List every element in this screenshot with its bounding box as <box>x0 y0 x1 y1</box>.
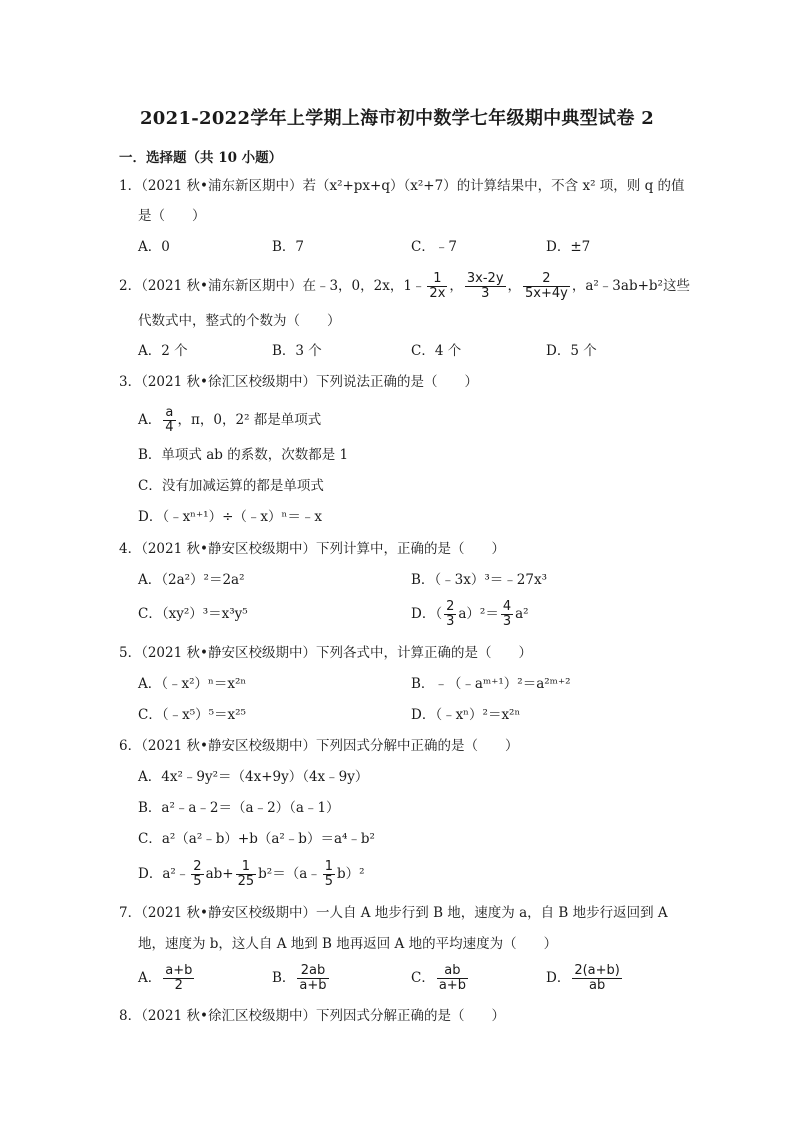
question-1-continuation: 是（ ） <box>138 208 206 224</box>
question-2-option-d: D．5 个 <box>546 343 597 359</box>
question-6-option-a: A．4x²﹣9y²＝（4x+9y）（4x﹣9y） <box>138 769 369 785</box>
question-7-fraction-a: $\frac{a+b}{2}$ <box>165 963 193 993</box>
page-title: 2021-2022学年上学期上海市初中数学七年级期中典型试卷 2 <box>139 108 655 129</box>
question-2-continuation: 代数式中，整式的个数为（ ） <box>138 313 341 329</box>
question-5-option-b: B．﹣（﹣aᵐ⁺¹）²＝a²ᵐ⁺² <box>411 676 571 692</box>
question-4-stem: 4．（2021 秋•静安区校级期中）下列计算中，正确的是（ ） <box>119 541 505 557</box>
question-4-option-c: C．（xy²）³＝x³y⁵ <box>138 606 248 622</box>
question-1-source: 1．（2021 秋•浦东新区期中）若 <box>119 178 316 194</box>
question-2-stem: 2．（2021 秋•浦东新区期中）在﹣3，0，2x，1﹣ $\frac{1}{2x}$ ， $\frac{3x-2y}{3}$ ， $\frac{2}{5x+4y}$ ，a²﹣3ab+b²这些 <box>119 271 690 301</box>
question-7-stem: 7．（2021 秋•静安区校级期中）一人自 A 地步行到 B 地，速度为 a，自 B 地步行返回到 A <box>119 905 668 921</box>
question-5-option-c: C．（﹣x⁵）⁵＝x²⁵ <box>138 707 246 723</box>
question-4-option-a: A．（2a²）²＝2a² <box>138 572 245 588</box>
question-2-option-b: B．3 个 <box>272 343 322 359</box>
question-1-option-b: B．7 <box>272 239 305 255</box>
question-2-fraction-2: $\frac{3x-2y}{3}$ <box>466 271 504 301</box>
question-8-stem: 8．（2021 秋•徐汇区校级期中）下列因式分解正确的是（ ） <box>119 1008 505 1024</box>
question-4-fraction-1: $\frac{2}{3}$ <box>446 599 455 629</box>
section-heading: 一．选择题（共 10 小题） <box>119 150 283 166</box>
question-6-fraction-1: $\frac{2}{5}$ <box>193 859 202 889</box>
question-3-option-b: B．单项式 ab 的系数，次数都是 1 <box>138 447 349 463</box>
question-6-option-c: C．a²（a²﹣b）+b（a²﹣b）＝a⁴﹣b² <box>138 831 375 847</box>
question-1-text: 的计算结果中，不含 x² 项，则 q 的值 <box>456 178 685 194</box>
question-2-fraction-1: $\frac{1}{2x}$ <box>429 271 446 301</box>
question-4-option-b: B．（﹣3x）³＝﹣27x³ <box>411 572 547 588</box>
question-7-option-c: C． $\frac{ab}{a+b}$ <box>411 963 466 993</box>
question-1-expression: （x²+px+q）（x²+7） <box>315 178 457 194</box>
question-6-option-b: B．a²﹣a﹣2＝（a﹣2）（a﹣1） <box>138 800 340 816</box>
question-6-fraction-3: $\frac{1}{5}$ <box>324 859 334 889</box>
question-7-fraction-d: $\frac{2(a+b)}{ab}$ <box>574 963 620 993</box>
question-3-option-a: A． $\frac{a}{4}$ ，π，0，2² 都是单项式 <box>138 405 322 435</box>
question-1-option-a: A．0 <box>138 239 170 255</box>
question-6-fraction-2: $\frac{1}{25}$ <box>237 859 255 889</box>
question-5-stem: 5．（2021 秋•静安区校级期中）下列各式中，计算正确的是（ ） <box>119 645 532 661</box>
question-7-fraction-b: $\frac{2ab}{a+b}$ <box>299 963 327 993</box>
question-1-option-d: D．±7 <box>546 239 591 255</box>
question-7-option-b: B． $\frac{2ab}{a+b}$ <box>272 963 327 993</box>
question-3-stem: 3．（2021 秋•徐汇区校级期中）下列说法正确的是（ ） <box>119 374 478 390</box>
question-7-option-d: D． $\frac{2(a+b)}{ab}$ <box>546 963 620 993</box>
question-7-fraction-c: $\frac{ab}{a+b}$ <box>438 963 466 993</box>
question-3-option-d: D．（﹣xⁿ⁺¹）÷（﹣x）ⁿ＝﹣x <box>138 509 322 525</box>
question-3-fraction: $\frac{a}{4}$ <box>165 405 174 435</box>
question-6-stem: 6．（2021 秋•静安区校级期中）下列因式分解中正确的是（ ） <box>119 738 519 754</box>
question-2-tail: ，a²﹣3ab+b²这些 <box>571 278 690 294</box>
question-7-option-a: A． $\frac{a+b}{2}$ <box>138 963 193 993</box>
question-1-option-c: C．﹣7 <box>411 239 457 255</box>
question-7-continuation: 地，速度为 b，这人自 A 地到 B 地再返回 A 地的平均速度为（ ） <box>138 936 558 952</box>
question-4-fraction-2: $\frac{4}{3}$ <box>502 599 512 629</box>
question-5-option-a: A．（﹣x²）ⁿ＝x²ⁿ <box>138 676 247 692</box>
question-2-option-c: C．4 个 <box>411 343 462 359</box>
question-2-source: 2．（2021 秋•浦东新区期中）在﹣3，0，2x，1﹣ <box>119 278 426 294</box>
question-1-stem <box>119 176 685 196</box>
question-2-fraction-3: $\frac{2}{5x+4y}$ <box>525 271 568 301</box>
question-4-option-d: D．（ $\frac{2}{3}$ a）²＝ $\frac{4}{3}$ a² <box>411 599 529 629</box>
question-2-option-a: A．2 个 <box>138 343 188 359</box>
question-5-option-d: D．（﹣xⁿ）²＝x²ⁿ <box>411 707 521 723</box>
question-3-option-c: C．没有加减运算的都是单项式 <box>138 478 324 494</box>
question-6-option-d: D．a²﹣ $\frac{2}{5}$ ab+ $\frac{1}{25}$ b²＝（a﹣ $\frac{1}{5}$ b）² <box>138 859 365 889</box>
